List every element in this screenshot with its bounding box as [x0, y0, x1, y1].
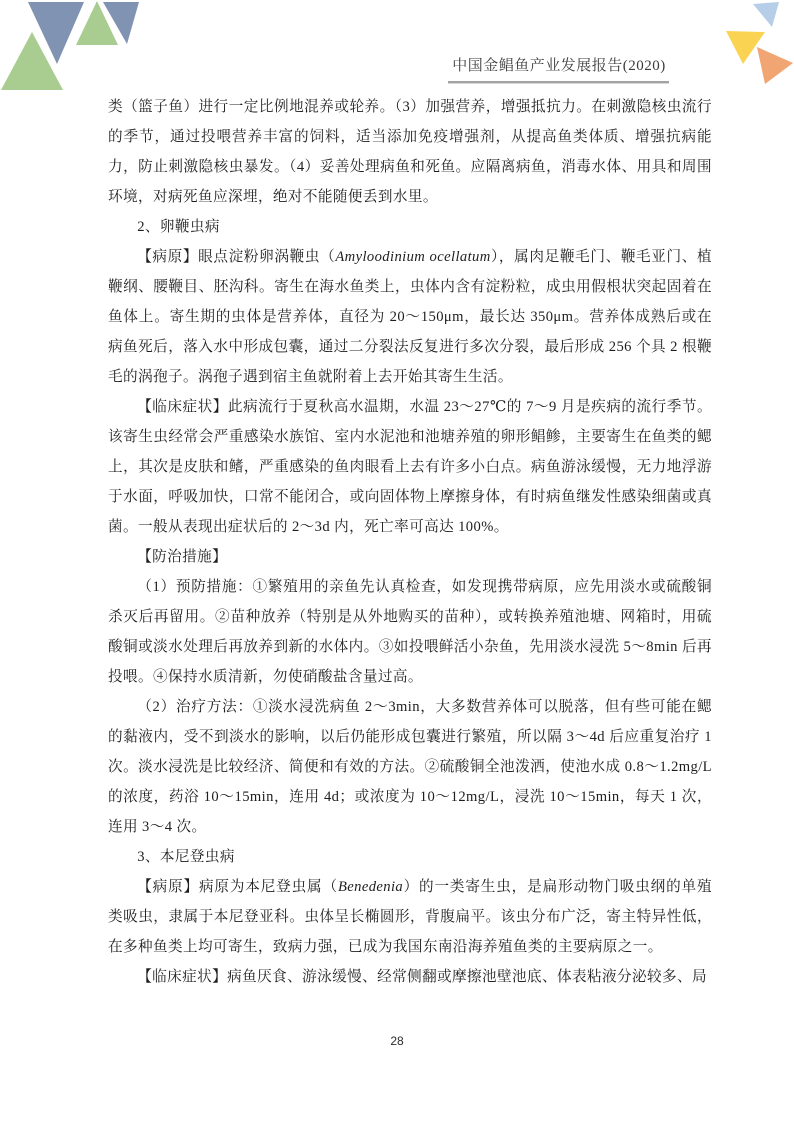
paragraph-text: （2）治疗方法：①淡水浸洗病鱼 2～3min，大多数营养体可以脱落，但有些可能在鳃的黏液内，受不到淡水的影响，以后仍能形成包囊进行繁殖，所以隔 3～4d 后应重复治疗 1 次。淡水浸洗是比较经济、简便和有效的方法。②硫酸铜全池泼洒，使池水成 0.8～1.2mg/L 的浓度，药浴 10～15min，连用 4d；或浓度为 10～12mg/L，浸洗 10～15min，每天 1 次，连用 3～4 次。: [108, 699, 712, 835]
body-paragraph: [108, 692, 712, 842]
paragraph-text: 【临床症状】此病流行于夏秋高水温期，水温 23～27℃的 7～9 月是疾病的流行季节。该寄生虫经常会严重感染水族馆、室内水泥池和池塘养殖的卵形鲳鲹，主要寄生在鱼类的鳃上，其次是皮肤和鳍，严重感染的鱼肉眼看上去有许多小白点。病鱼游泳缓慢，无力地浮游于水面，呼吸加快，口常不能闭合，或向固体物上摩擦身体，有时病鱼继发性感染细菌或真菌。一般从表现出症状后的 2～3d 内，死亡率可高达 100%。: [108, 399, 712, 535]
report-title: 中国金鲳鱼产业发展报告(2020): [452, 58, 666, 74]
body-paragraph: [108, 242, 712, 392]
paragraph-text: 【病原】眼点淀粉卵涡鞭虫（: [137, 249, 336, 265]
body-paragraph: [108, 542, 712, 572]
page-number: 28: [390, 1034, 404, 1048]
body-paragraph: [108, 872, 712, 962]
body-text: [108, 92, 712, 992]
body-paragraph: [108, 212, 712, 242]
triangle-orange-icon: [757, 47, 793, 84]
paragraph-text: ）的一类寄生虫，是扁形动物门吸虫纲的单殖类吸虫，隶属于本尼登亚科。虫体呈长椭圆形，背腹扁平。该虫分布广泛，寄主特异性低，在多种鱼类上均可寄生，致病力强，已成为我国东南沿海养殖鱼类的主要病原之一。: [108, 879, 712, 955]
triangle-yellow-icon: [726, 31, 765, 64]
corner-triangles-top-right-icon: [694, 0, 794, 90]
paragraph-text: 【临床症状】病鱼厌食、游泳缓慢、经常侧翻或摩擦池壁池底、体表粘液分泌较多、局: [137, 969, 707, 985]
paragraph-text: 类（篮子鱼）进行一定比例地混养或轮养。（3）加强营养，增强抵抗力。在刺激隐核虫流行的季节，通过投喂营养丰富的饲料，适当添加免疫增强剂，从提高鱼类体质、增强抗病能力，防止刺激隐核虫暴发。（4）妥善处理病鱼和死鱼。应隔离病鱼，消毒水体、用具和周围环境，对病死鱼应深埋，绝对不能随便丢到水里。: [108, 99, 712, 205]
body-paragraph: [108, 392, 712, 542]
paragraph-text: 【病原】病原为本尼登虫属（: [137, 879, 338, 895]
latin-species-name: Amyloodinium ocellatum: [335, 249, 491, 265]
body-paragraph: [108, 572, 712, 692]
body-paragraph: [108, 962, 712, 992]
body-paragraph: [108, 92, 712, 212]
paragraph-text: 3、本尼登虫病: [137, 849, 235, 865]
paragraph-text: 【防治措施】: [137, 549, 228, 565]
latin-species-name: Benedenia: [337, 879, 404, 895]
paragraph-text: 2、卵鞭虫病: [137, 219, 220, 235]
body-paragraph: [108, 842, 712, 872]
paragraph-text: ），属肉足鞭毛门、鞭毛亚门、植鞭纲、腰鞭目、胚沟科。寄生在海水鱼类上，虫体内含有淀粉粒，成虫用假根状突起固着在鱼体上。寄生期的虫体是营养体，直径为 20～150μm，最长达 350μm。营养体成熟后或在病鱼死后，落入水中形成包囊，通过二分裂法反复进行多次分裂，最后形成 256 个具 2 根鞭毛的涡孢子。涡孢子遇到宿主鱼就附着上去开始其寄生生活。: [108, 249, 713, 385]
paragraph-text: （1）预防措施：①繁殖用的亲鱼先认真检查，如发现携带病原，应先用淡水或硫酸铜杀灭后再留用。②苗种放养（特别是从外地购买的苗种），或转换养殖池塘、网箱时，用硫酸铜或淡水处理后再放养到新的水体内。③如投喂鲜活小杂鱼，先用淡水浸洗 5～8min 后再投喂。④保持水质清新，勿使硝酸盐含量过高。: [108, 579, 712, 685]
corner-triangles-top-left-icon: [0, 0, 145, 105]
header-divider: [448, 81, 669, 84]
triangle-skyblue-icon: [753, 2, 779, 27]
